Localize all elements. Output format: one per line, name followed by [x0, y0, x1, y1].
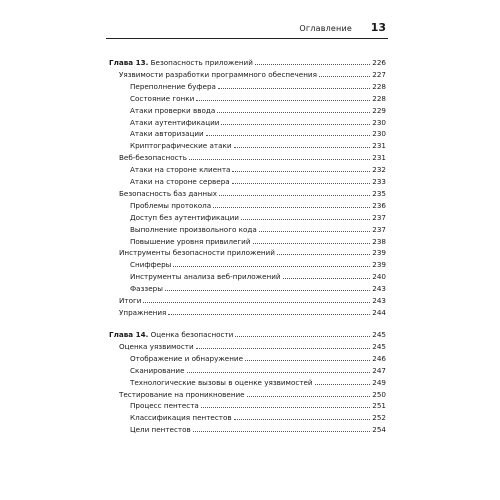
- dot-leader: [315, 384, 371, 385]
- dot-leader: [241, 219, 370, 220]
- toc-subsection-title: Классификация пентестов: [130, 413, 232, 423]
- toc-page-number: 231: [372, 141, 386, 151]
- toc-page-number: 232: [372, 165, 386, 175]
- toc-page-number: 246: [372, 353, 386, 363]
- dot-leader: [189, 159, 370, 160]
- dot-leader: [234, 419, 371, 420]
- toc-page-number: 245: [372, 330, 386, 339]
- toc-page-number: 228: [372, 81, 386, 91]
- toc-subsection-title: Атаки авторизации: [130, 129, 204, 139]
- dot-leader: [259, 231, 371, 232]
- toc-section-row: [119, 293, 386, 305]
- toc-subsection-title: Доступ без аутентификации: [130, 212, 239, 222]
- dot-leader: [283, 278, 371, 279]
- toc-section-title: Веб-безопасность: [119, 153, 187, 163]
- dot-leader: [277, 254, 370, 255]
- toc-subsection-title: Фаззеры: [130, 284, 163, 294]
- toc-section-title: Уязвимости разработки программного обеспечения: [119, 69, 317, 79]
- dot-leader: [235, 336, 370, 337]
- dot-leader: [217, 112, 370, 113]
- toc-subsection-row: [130, 363, 386, 375]
- dot-leader: [168, 314, 370, 315]
- toc-page-number: 229: [372, 105, 386, 115]
- toc-section-row: [119, 387, 386, 399]
- toc-subsection-title: Отображение и обнаружение: [130, 353, 244, 363]
- toc-page-number: 250: [372, 389, 386, 399]
- toc-section-title: Итоги: [119, 296, 142, 305]
- toc-subsection-title: Цели пентестов: [130, 425, 191, 435]
- toc-subsection-row: [130, 138, 386, 150]
- dot-leader: [213, 207, 370, 208]
- toc-page-number: 252: [372, 413, 386, 423]
- toc-page-number: 245: [372, 341, 386, 351]
- toc-subsection-title: Повышение уровня привилегий: [130, 236, 251, 246]
- toc-section-row: [119, 339, 386, 351]
- toc-page-number: 227: [372, 69, 386, 79]
- toc-subsection-row: [130, 210, 386, 222]
- toc-subsection-row: [130, 103, 386, 115]
- toc-page-number: 228: [372, 93, 386, 103]
- dot-leader: [253, 243, 371, 244]
- toc-section-row: [119, 305, 386, 317]
- toc-section-row: [119, 186, 386, 198]
- dot-leader: [196, 348, 371, 349]
- toc-subsection-row: [130, 269, 386, 281]
- toc-section-title: Оценка уязвимости: [119, 341, 194, 351]
- toc-section-title: Тестирование на проникновение: [119, 389, 245, 399]
- chapter-title: Оценка безопасности: [148, 330, 234, 339]
- toc-chapter-row: [109, 327, 386, 339]
- dot-leader: [218, 88, 370, 89]
- toc-subsection-title: Атаки на стороне сервера: [130, 177, 230, 186]
- toc-subsection-row: [130, 126, 386, 138]
- toc-subsection-row: [130, 422, 386, 434]
- toc-subsection-title: Снифферы: [130, 260, 172, 270]
- toc-page-number: 251: [372, 401, 386, 411]
- toc-subsection-row: [130, 162, 386, 174]
- toc-subsection-title: Криптографические атаки: [130, 141, 232, 151]
- toc-subsection-title: Процесс пентеста: [130, 401, 199, 411]
- toc-section-row: [119, 67, 386, 79]
- toc-subsection-title: Атаки на стороне клиента: [130, 165, 231, 175]
- toc-page-number: 231: [372, 153, 386, 163]
- dot-leader: [187, 372, 371, 373]
- toc-subsection-row: [130, 198, 386, 210]
- toc-page-number: 254: [372, 425, 386, 435]
- toc-page-number: 230: [372, 129, 386, 139]
- dot-leader: [234, 147, 371, 148]
- toc-subsection-title: Выполнение произвольного кода: [130, 224, 257, 234]
- toc-section-title: Безопасность баз данных: [119, 188, 218, 198]
- dot-leader: [319, 76, 370, 77]
- dot-leader: [143, 302, 370, 303]
- running-header-section: Оглавление: [299, 24, 352, 33]
- toc-subsection-row: [130, 398, 386, 410]
- dot-leader: [206, 135, 371, 136]
- toc-subsection-row: [130, 222, 386, 234]
- dot-leader: [221, 124, 370, 125]
- toc-section-row: [119, 245, 386, 257]
- toc-page-number: 226: [372, 58, 386, 67]
- toc-subsection-title: Технологические вызовы в оценке уязвимостей: [130, 377, 313, 387]
- toc-subsection-title: Сканирование: [130, 365, 185, 375]
- toc-subsection-row: [130, 174, 386, 186]
- toc-subsection-row: [130, 351, 386, 363]
- dot-leader: [219, 195, 370, 196]
- toc-page-number: 238: [372, 236, 386, 246]
- toc-subsection-row: [130, 234, 386, 246]
- chapter-label: Глава 14.: [109, 330, 149, 339]
- dot-leader: [247, 396, 371, 397]
- dot-leader: [193, 431, 371, 432]
- dot-leader: [232, 183, 371, 184]
- dot-leader: [165, 290, 370, 291]
- toc-page-number: 237: [372, 212, 386, 222]
- toc-subsection-title: Атаки проверки ввода: [130, 105, 216, 115]
- toc-page-number: 230: [372, 117, 386, 127]
- dot-leader: [201, 407, 370, 408]
- toc-page-number: 233: [372, 177, 386, 186]
- dot-leader: [255, 64, 370, 65]
- toc-page-number: 244: [372, 307, 386, 317]
- toc-subsection-row: [130, 281, 386, 293]
- toc-page-number: 243: [372, 284, 386, 294]
- dot-leader: [196, 100, 370, 101]
- toc-subsection-row: [130, 375, 386, 387]
- toc-page-number: 247: [372, 365, 386, 375]
- toc-section-row: [119, 150, 386, 162]
- toc-page-number: 235: [372, 188, 386, 198]
- dot-leader: [245, 360, 370, 361]
- toc-page-number: 239: [372, 248, 386, 258]
- toc-subsection-row: [130, 115, 386, 127]
- toc-subsection-title: Атаки аутентификации: [130, 117, 220, 127]
- chapter-title: Безопасность приложений: [148, 58, 253, 67]
- toc-section-title: Инструменты безопасности приложений: [119, 248, 275, 258]
- toc-page-number: 249: [372, 377, 386, 387]
- toc-subsection-row: [130, 410, 386, 422]
- toc-page-number: 240: [372, 272, 386, 282]
- toc-subsection-title: Инструменты анализа веб-приложений: [130, 272, 281, 282]
- chapter-label: Глава 13.: [109, 58, 149, 67]
- toc-section-title: Упражнения: [119, 307, 167, 317]
- toc-page-number: 239: [372, 260, 386, 270]
- running-header-page-number: 13: [370, 21, 386, 34]
- toc-subsection-title: Проблемы протокола: [130, 200, 212, 210]
- toc-chapter-row: [109, 55, 386, 67]
- running-header: [106, 22, 388, 39]
- toc-page-number: 236: [372, 200, 386, 210]
- toc-subsection-row: [130, 79, 386, 91]
- toc-subsection-row: [130, 91, 386, 103]
- toc-subsection-title: Переполнение буфера: [130, 81, 216, 91]
- dot-leader: [173, 266, 370, 267]
- dot-leader: [232, 171, 370, 172]
- toc-page-number: 243: [372, 296, 386, 305]
- toc-subsection-title: Состояние гонки: [130, 93, 195, 103]
- toc-subsection-row: [130, 257, 386, 269]
- toc-page-number: 237: [372, 224, 386, 234]
